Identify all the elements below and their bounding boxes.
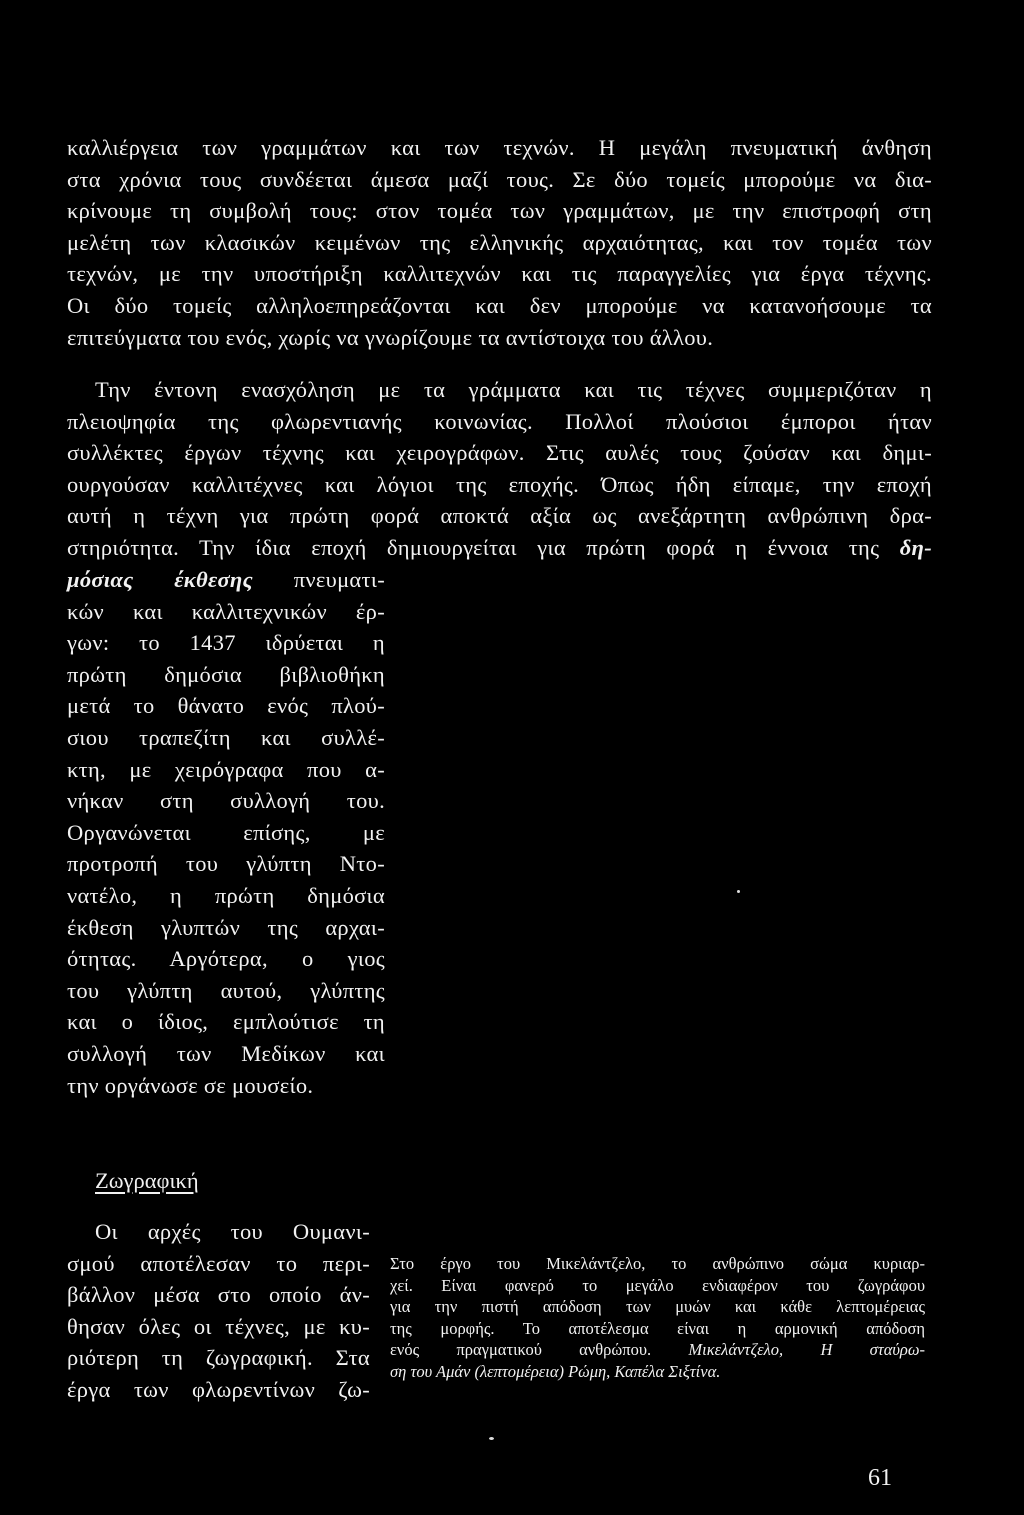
caption-credit: ση του Αμάν (λεπτομέρεια) Ρώμη, Καπέλα Σιξτίνα. (390, 1361, 721, 1381)
text-line: την οργάνωσε σε μουσείο. (67, 1072, 314, 1098)
text-line: κρίνουμε τη συμβολή τους: στον τομέα των γραμμάτων, με την επιστροφή στη (67, 198, 932, 224)
text-line: Οι αρχές του Ουμανι- (95, 1219, 370, 1244)
caption-line (390, 1339, 925, 1361)
text-line (67, 564, 385, 596)
section-heading: Ζωγραφική (95, 1168, 199, 1193)
figure-caption (390, 1253, 925, 1383)
text-line: συλλέκτες έργων τέχνης και χειρογράφων. Στις αυλές τους ζούσαν και δημι- (67, 440, 932, 466)
page-number: 61 (868, 1465, 892, 1491)
text-line (67, 532, 932, 564)
speck-mark (489, 1437, 494, 1440)
paragraph-narrow-column (67, 564, 385, 1101)
text-line: πλειοψηφία της φλωρεντιανής κοινωνίας. Πολλοί πλούσιοι έμποροι ήταν (67, 408, 932, 434)
text-segment: πνευματι- (252, 567, 386, 592)
text-line: Οργανώνεται επίσης, με (67, 819, 385, 845)
text-line: βάλλον μέσα στο οποίο άν- (67, 1282, 370, 1308)
text-line: μετά το θάνατο ενός πλού- (67, 693, 385, 719)
text-line: Οι δύο τομείς αλληλοεπηρεάζονται και δεν μπορούμε να κατανοήσουμε τα (67, 292, 932, 318)
text-line: καλλιέργεια των γραμμάτων και των τεχνών. Η μεγάλη πνευματική άνθηση (67, 135, 932, 160)
text-line: τεχνών, με την υποστήριξη καλλιτεχνών και τις παραγγελίες για έργα τέχνης. (67, 261, 932, 287)
emphasized-term: δη- (899, 534, 932, 560)
text-line: έργα των φλωρεντίνων ζω- (67, 1376, 370, 1402)
caption-line: της μορφής. Το αποτέλεσμα είναι η αρμονική απόδοση (390, 1318, 925, 1338)
text-line: γων: το 1437 ιδρύεται η (67, 630, 385, 656)
text-line: κών και καλλιτεχνικών έρ- (67, 598, 385, 624)
text-line: στα χρόνια τους συνδέεται άμεσα μαζί τους. Σε δύο τομείς μπορούμε να δια- (67, 166, 932, 192)
caption-credit: Μικελάντζελο, Η σταύρω- (688, 1340, 925, 1360)
text-line: νατέλο, η πρώτη δημόσια (67, 882, 385, 908)
text-line: έκθεση γλυπτών της αρχαι- (67, 914, 385, 940)
text-segment: στηριότητα. Την ίδια εποχή δημιουργείται για πρώτη φορά η έννοια της (67, 534, 900, 560)
emphasized-term: μόσιας έκθεσης (67, 567, 253, 592)
caption-line: χεί. Είναι φανερό το μεγάλο ενδιαφέρον του ζωγράφου (390, 1275, 925, 1295)
paragraph-painting (67, 1216, 370, 1406)
text-line: νήκαν στη συλλογή του. (67, 788, 385, 814)
text-line: και ο ίδιος, εμπλούτισε τη (67, 1009, 385, 1035)
caption-segment: ενός πραγματικού ανθρώπου. (390, 1340, 689, 1360)
text-line: ουργούσαν καλλιτέχνες και λόγιοι της εποχής. Όπως ήδη είπαμε, την εποχή (67, 471, 932, 497)
text-line: προτροπή του γλύπτη Ντο- (67, 851, 385, 877)
text-line: ότητας. Αργότερα, ο γιος (67, 946, 385, 972)
text-line: κτη, με χειρόγραφα που α- (67, 756, 385, 782)
text-line: αυτή η τέχνη για πρώτη φορά αποκτά αξία ως ανεξάρτητη ανθρώπινη δρα- (67, 503, 932, 529)
text-line: πρώτη δημόσια βιβλιοθήκη (67, 661, 385, 687)
text-line: θησαν όλες οι τέχνες, με κυ- (67, 1313, 370, 1339)
paragraph-florentine-society (67, 374, 932, 564)
text-line: Την έντονη ενασχόληση με τα γράμματα και τις τέχνες συμμεριζόταν η (95, 377, 932, 402)
caption-line: Στο έργο του Μικελάντζελο, το ανθρώπινο σώμα κυριαρ- (390, 1254, 925, 1273)
text-line: του γλύπτη αυτού, γλύπτης (67, 977, 385, 1003)
paragraph-intro (67, 132, 932, 353)
text-line: σμού αποτέλεσαν το περι- (67, 1250, 370, 1276)
speck-mark (737, 890, 740, 893)
text-line: σιου τραπεζίτη και συλλέ- (67, 724, 385, 750)
text-line: επιτεύγματα του ενός, χωρίς να γνωρίζουμε τα αντίστοιχα του άλλου. (67, 324, 714, 350)
text-line: συλλογή των Μεδίκων και (67, 1040, 385, 1066)
caption-line: για την πιστή απόδοση των μυών και κάθε λεπτομέρειας (390, 1297, 925, 1317)
text-line: μελέτη των κλασικών κειμένων της ελληνικής αρχαιότητας, και τον τομέα των (67, 229, 932, 255)
text-line: ριότερη τη ζωγραφική. Στα (67, 1345, 370, 1371)
